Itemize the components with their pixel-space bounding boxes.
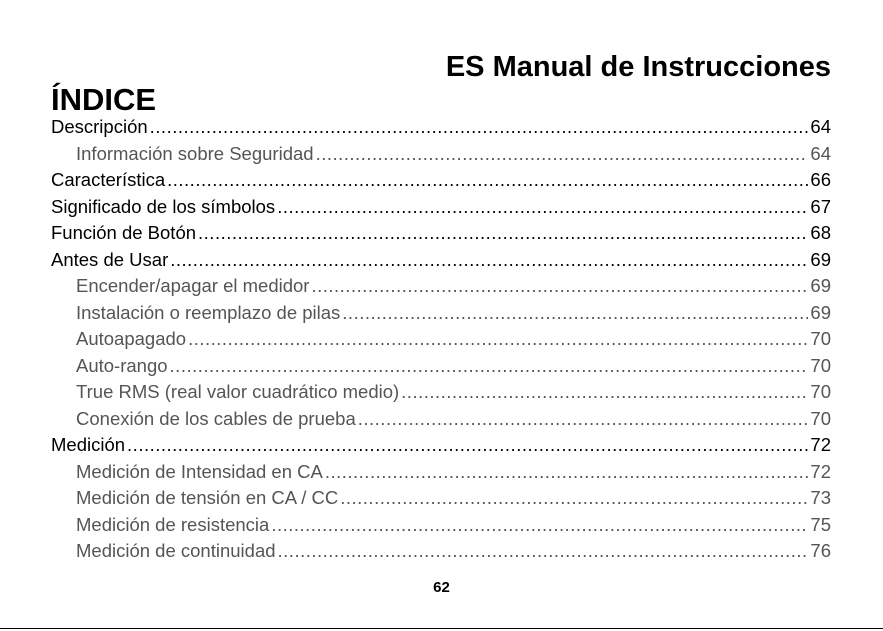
toc-leader-dots <box>127 432 808 459</box>
toc-leader-dots <box>342 300 808 327</box>
toc-entry <box>51 406 831 433</box>
toc-leader-dots <box>316 141 809 168</box>
toc-entry <box>51 220 831 247</box>
toc-entry-label: Conexión de los cables de prueba <box>76 407 356 429</box>
toc-leader-dots <box>311 273 808 300</box>
toc-entry-label: Información sobre Seguridad <box>76 142 314 164</box>
toc-entry-label: Descripción <box>51 116 148 137</box>
toc-leader-dots <box>401 379 808 406</box>
toc-entry-label: Autoapagado <box>76 328 187 349</box>
toc-entry <box>51 353 831 380</box>
toc-entry <box>51 194 831 221</box>
toc-entry-label: Medición de resistencia <box>76 513 270 535</box>
toc-leader-dots <box>277 194 808 221</box>
toc-entry-page: 68 <box>810 222 831 243</box>
toc-entry <box>51 379 831 406</box>
toc-entry-label: Característica <box>51 169 166 190</box>
bottom-divider <box>0 628 883 629</box>
toc-entry-label: Instalación o reemplazo de pilas <box>76 301 341 323</box>
toc-entry <box>51 114 831 141</box>
toc-leader-dots <box>358 406 809 433</box>
toc-entry-page: 64 <box>810 116 831 137</box>
toc-entry-page: 70 <box>810 354 831 376</box>
toc-entry-label: Auto-rango <box>76 354 168 376</box>
toc-entry <box>51 167 831 194</box>
toc-entry <box>51 141 831 168</box>
toc-leader-dots <box>278 538 809 565</box>
toc-entry <box>51 432 831 459</box>
toc-leader-dots <box>167 167 808 194</box>
toc-entry <box>51 300 831 327</box>
toc-leader-dots <box>150 114 809 141</box>
toc-entry-page: 70 <box>810 381 831 402</box>
toc-entry <box>51 326 831 353</box>
toc-entry <box>51 538 831 565</box>
toc-entry-page: 75 <box>810 513 831 535</box>
toc-entry-page: 64 <box>810 142 831 164</box>
toc-leader-dots <box>325 459 809 486</box>
toc-entry-label: Significado de los símbolos <box>51 195 276 217</box>
toc-entry <box>51 512 831 539</box>
toc-entry-label: Función de Botón <box>51 222 197 243</box>
toc-entry-page: 69 <box>810 275 831 296</box>
toc-entry-page: 70 <box>810 328 831 349</box>
toc-leader-dots <box>340 485 808 512</box>
toc-leader-dots <box>170 247 808 274</box>
table-of-contents <box>51 114 831 565</box>
toc-entry <box>51 247 831 274</box>
toc-entry-page: 72 <box>810 434 831 455</box>
toc-entry-page: 67 <box>810 195 831 217</box>
toc-leader-dots <box>271 512 808 539</box>
document-title: ES Manual de Instrucciones <box>445 51 831 83</box>
toc-entry-page: 66 <box>810 169 831 190</box>
toc-entry <box>51 273 831 300</box>
toc-entry-page: 70 <box>810 407 831 429</box>
toc-entry <box>51 459 831 486</box>
toc-entry-page: 72 <box>810 460 831 482</box>
toc-leader-dots <box>198 220 808 247</box>
toc-entry <box>51 485 831 512</box>
toc-leader-dots <box>170 353 809 380</box>
index-heading: ÍNDICE <box>51 82 157 117</box>
toc-entry-label: Medición de continuidad <box>76 540 276 561</box>
toc-entry-page: 76 <box>810 540 831 561</box>
toc-leader-dots <box>188 326 808 353</box>
toc-entry-label: Medición de Intensidad en CA <box>76 460 323 482</box>
toc-entry-page: 69 <box>810 301 831 323</box>
toc-entry-label: Medición <box>51 434 126 455</box>
page-number: 62 <box>433 579 450 596</box>
toc-entry-label: Encender/apagar el medidor <box>76 275 310 296</box>
toc-entry-label: True RMS (real valor cuadrático medio) <box>76 381 400 402</box>
toc-entry-label: Antes de Usar <box>51 248 169 270</box>
toc-entry-page: 73 <box>810 487 831 508</box>
toc-entry-label: Medición de tensión en CA / CC <box>76 487 339 508</box>
toc-entry-page: 69 <box>810 248 831 270</box>
